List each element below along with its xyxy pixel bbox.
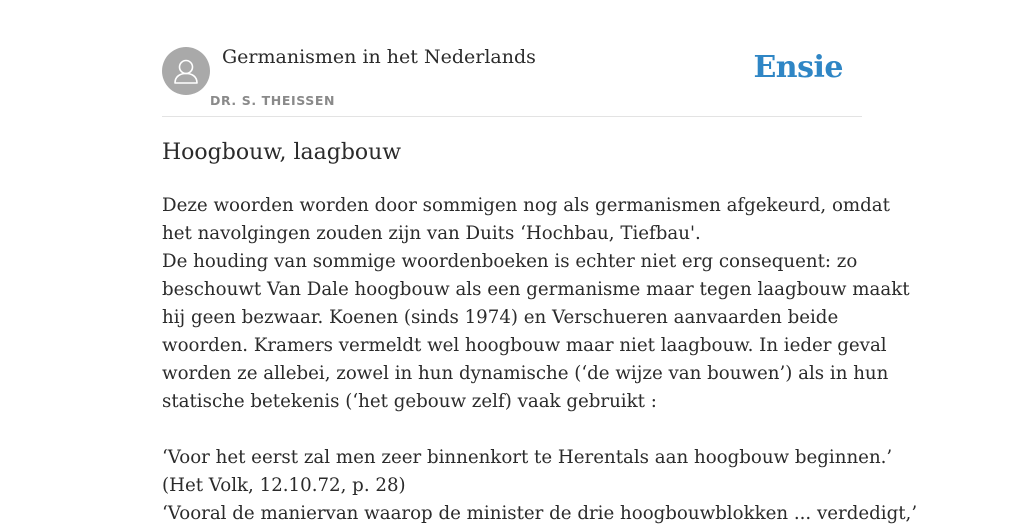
quote-line: ‘Vooral de maniervan waarop de minister de drie hoogbouwblokken ... verdedigt,’ <box>162 503 918 524</box>
citation-line: (Het Volk, 12.10.72, p. 28) <box>162 475 406 496</box>
body-line: hij geen bezwaar. Koenen (sinds 1974) en Verschueren aanvaarden beide <box>162 307 839 328</box>
article-title: Hoogbouw, laagbouw <box>162 140 402 165</box>
body-line: worden ze allebei, zowel in hun dynamische (‘de wijze van bouwen’) als in hun <box>162 363 889 384</box>
author-avatar[interactable] <box>162 47 210 95</box>
body-line: statische betekenis (‘het gebouw zelf) vaak gebruikt : <box>162 391 657 412</box>
body-line: woorden. Kramers vermeldt wel hoogbouw maar niet laagbouw. In ieder geval <box>162 335 887 356</box>
author-name[interactable]: DR. S. THEISSEN <box>210 93 336 108</box>
quote-line: ‘Voor het eerst zal men zeer binnenkort te Herentals aan hoogbouw beginnen.’ <box>162 447 893 468</box>
header <box>162 0 862 117</box>
ensie-logo[interactable]: Ensie <box>753 50 843 85</box>
page <box>162 0 918 524</box>
body-line: De houding van sommige woordenboeken is echter niet erg consequent: zo <box>162 251 858 272</box>
body-line-blank <box>162 416 862 444</box>
article-body <box>162 192 918 528</box>
book-title[interactable]: Germanismen in het Nederlands <box>222 46 536 68</box>
body-line: Deze woorden worden door sommigen nog als germanismen afgekeurd, omdat <box>162 195 890 216</box>
user-icon <box>162 47 210 95</box>
body-line: beschouwt Van Dale hoogbouw als een germanisme maar tegen laagbouw maakt <box>162 279 910 300</box>
body-line: het navolgingen zouden zijn van Duits ‘Hochbau, Tiefbau'. <box>162 223 701 244</box>
